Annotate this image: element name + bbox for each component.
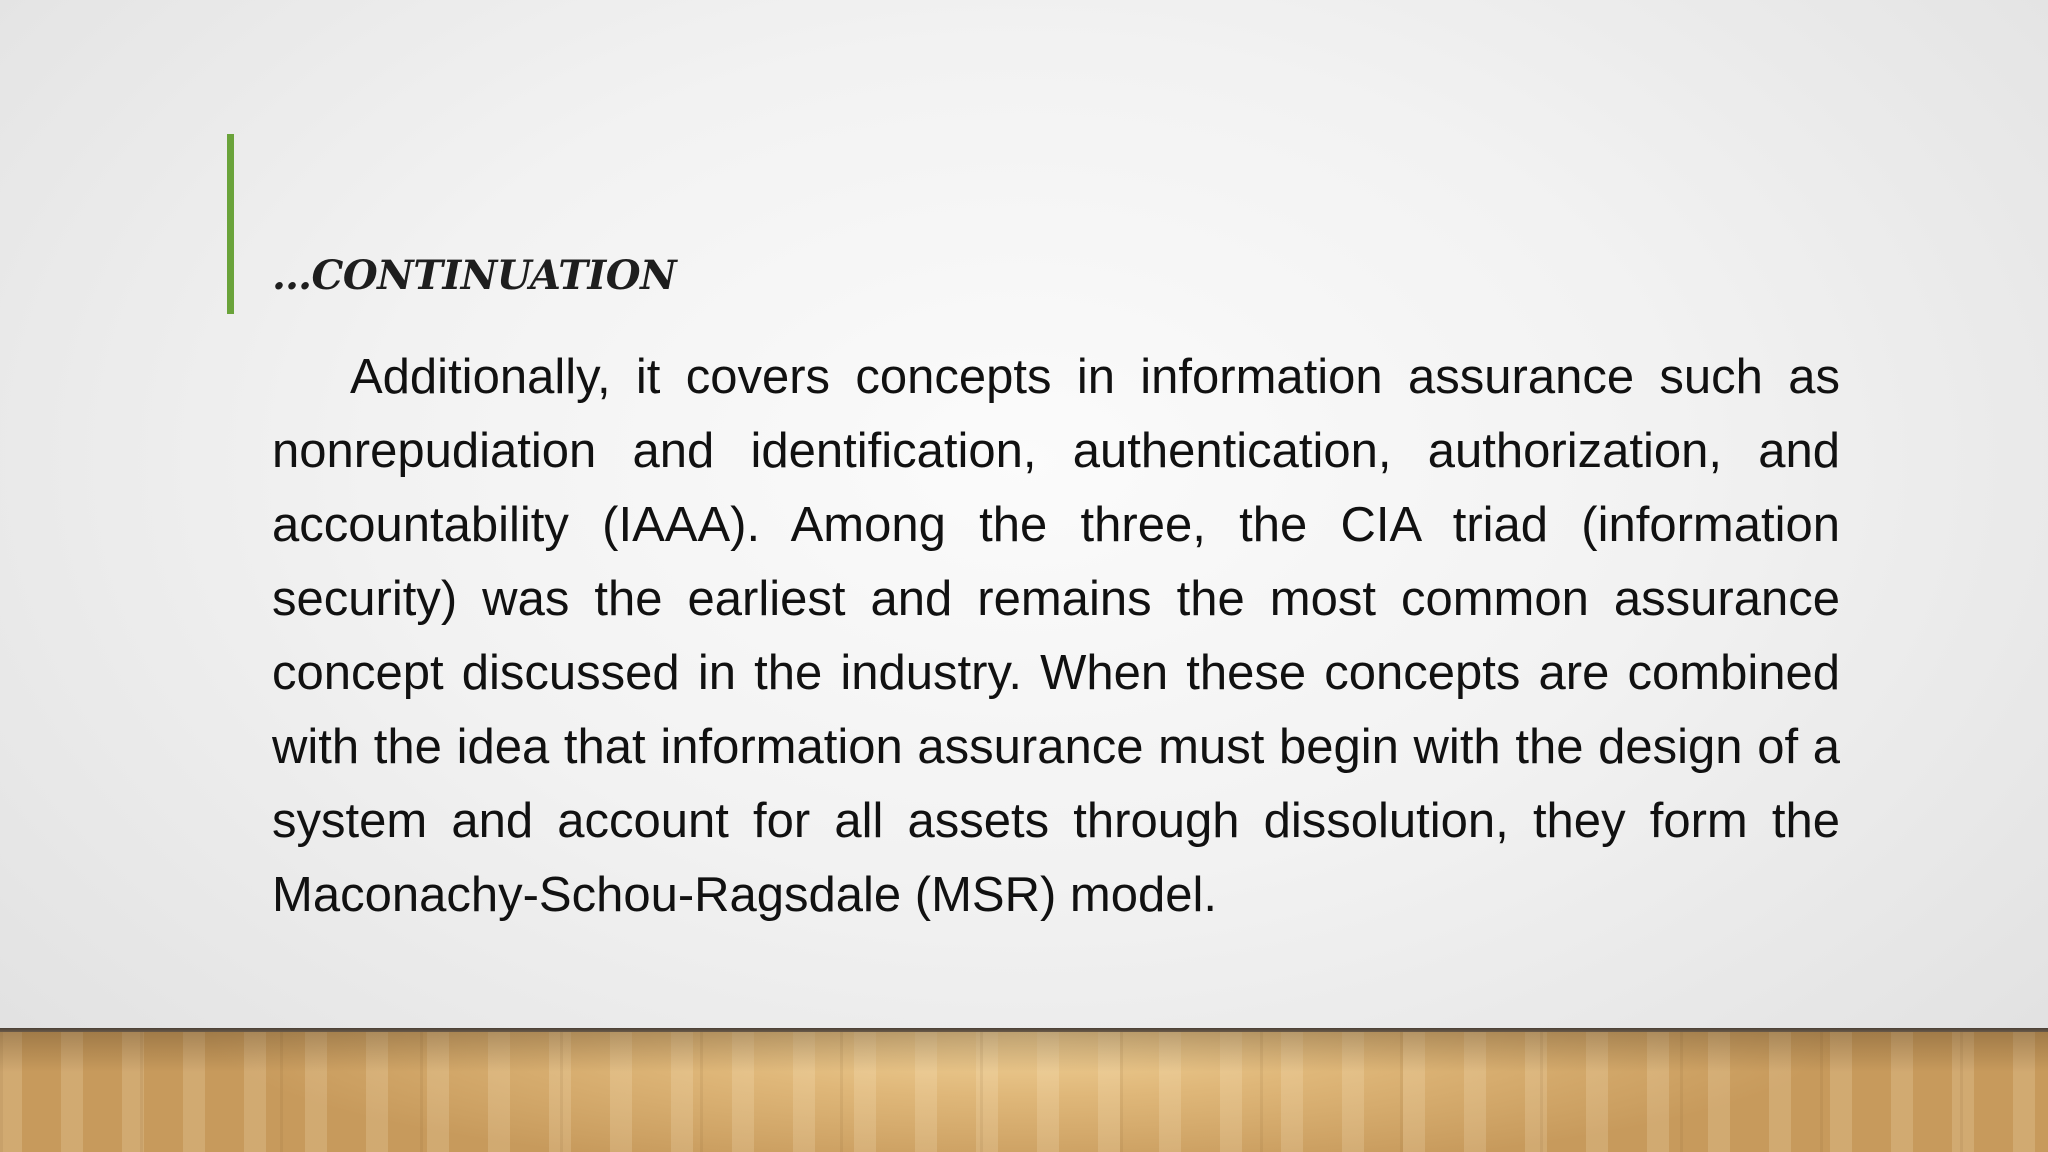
title-accent-bar (227, 134, 234, 314)
slide-body-text: Additionally, it covers concepts in information assurance such as nonrepudiation and identification, authentication, authorization, and accountability (IAAA). Among the three, the CIA triad (information security) was the earliest and remains the most common assurance concept discussed in the industry. When these concepts are combined with the idea that information assurance must begin with the design of a system and account for all assets through dissolution, they form the Maconachy-Schou-Ragsdale (MSR) model. (272, 350, 1840, 922)
slide-title: …CONTINUATION (272, 252, 677, 299)
floor-shadow (0, 1032, 2048, 1072)
